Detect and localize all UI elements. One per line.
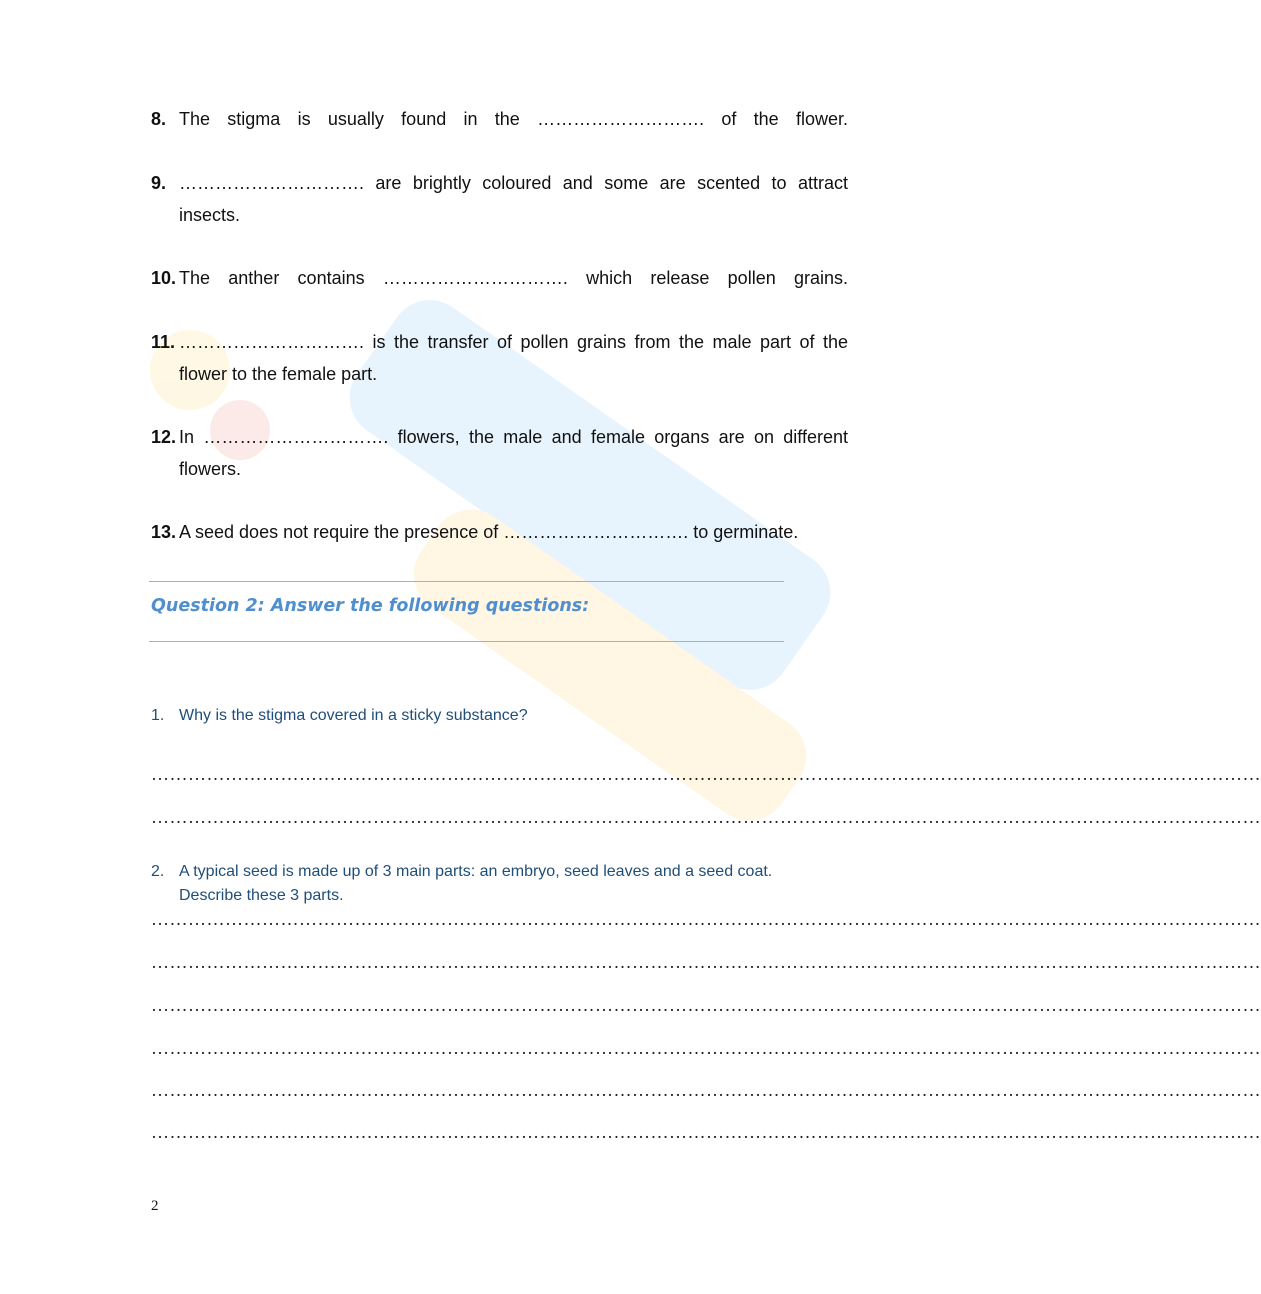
answer-line[interactable]: ……………………………………………………………………………………………………………………………………………………………… [151,764,1261,784]
answer-line[interactable]: ……………………………………………………………………………………………………………………………………………………………… [151,1122,1261,1142]
section-title: Question 2: Answer the following questions: [151,596,590,616]
question-number: 2. [151,863,165,880]
question-text: In …………………………. flowers, the male and female organs are on different [179,427,848,447]
question-number: 13. [151,522,177,542]
question-number: 8. [151,109,167,129]
question-13 [151,516,848,548]
question-text-continued: insects. [179,205,241,225]
question-number: 12. [151,427,177,447]
question-text-continued: Describe these 3 parts. [179,887,344,904]
answer-line[interactable]: ……………………………………………………………………………………………………………………………………………………………… [151,909,1261,929]
question-8 [151,103,848,135]
question-number: 10. [151,268,177,288]
question-text: Why is the stigma covered in a sticky substance? [179,707,528,724]
section-rule-top [149,581,784,582]
section-rule-bottom [149,641,784,642]
question-text: …………………………. are brightly coloured and some are scented to attract [179,173,848,193]
question-10 [151,262,848,294]
question-text: The stigma is usually found in the ………………………. of the flower. [179,109,848,129]
question-number: 11. [151,332,176,352]
answer-line[interactable]: ……………………………………………………………………………………………………………………………………………………………… [151,995,1261,1015]
question-text: A seed does not require the presence of …………………………. to germinate. [179,522,799,542]
question-9 [151,167,848,231]
question-11 [151,326,848,390]
question-number: 9. [151,173,167,193]
question-text-continued: flowers. [179,459,242,479]
question-12 [151,421,848,485]
question-text-continued: flower to the female part. [179,364,378,384]
short-question-2 [151,860,772,908]
question-text: …………………………. is the transfer of pollen grains from the male part of the [179,332,848,352]
page-number: 2 [151,1198,159,1214]
answer-line[interactable]: ……………………………………………………………………………………………………………………………………………………………… [151,807,1261,827]
question-text: The anther contains …………………………. which release pollen grains. [179,268,848,288]
answer-line[interactable]: ……………………………………………………………………………………………………………………………………………………………… [151,1080,1261,1100]
question-number: 1. [151,707,165,724]
short-question-1 [151,704,528,728]
answer-line[interactable]: ……………………………………………………………………………………………………………………………………………………………… [151,952,1261,972]
question-text: A typical seed is made up of 3 main parts: an embryo, seed leaves and a seed coat. [179,863,773,880]
answer-line[interactable]: ……………………………………………………………………………………………………………………………………………………………… [151,1038,1261,1058]
